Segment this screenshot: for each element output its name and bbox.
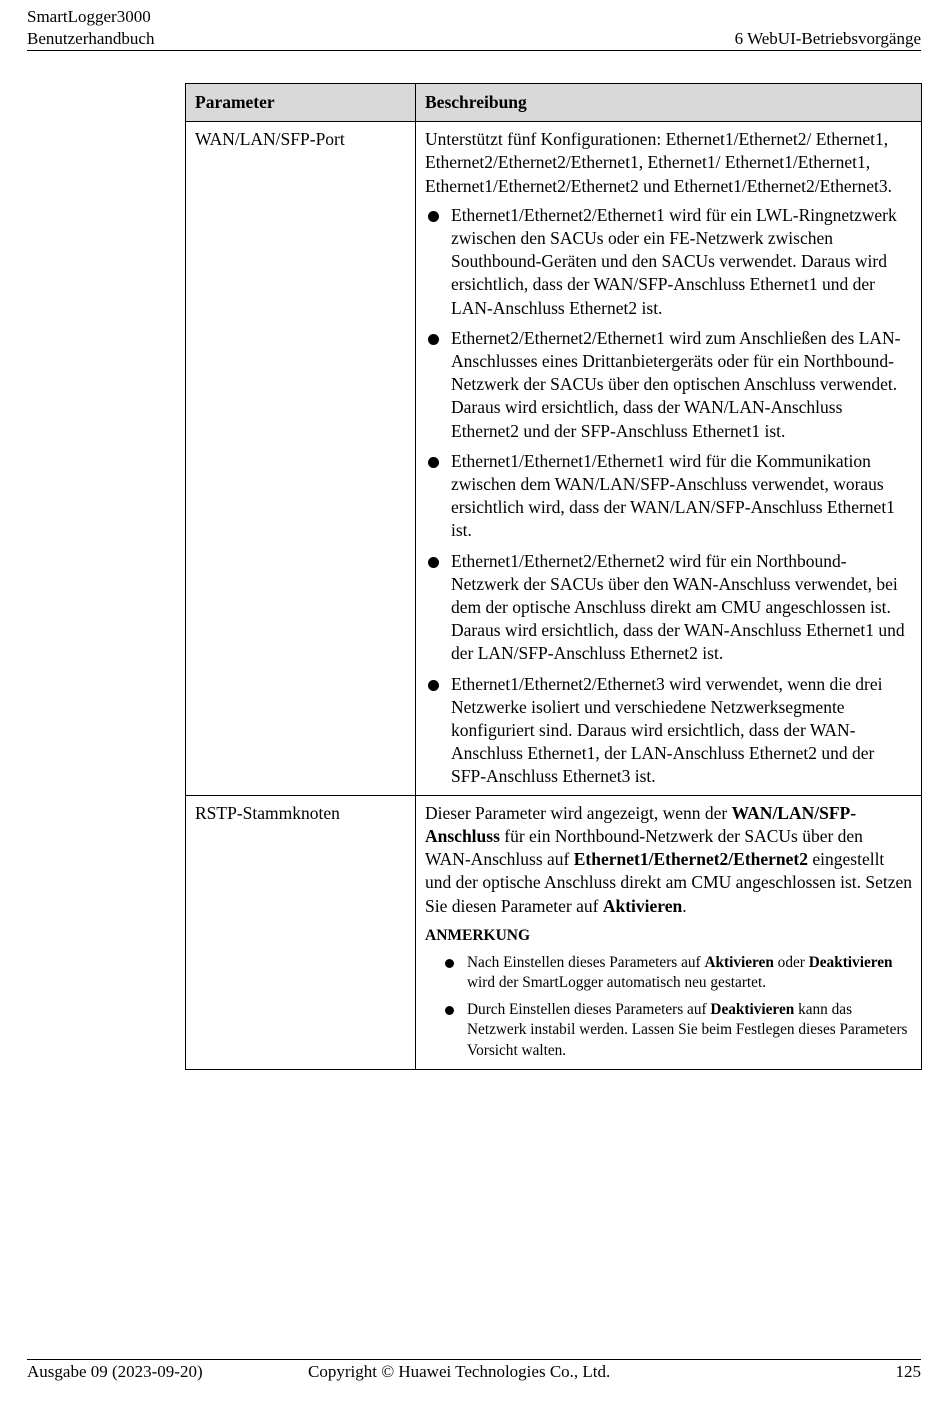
page-header-left xyxy=(27,6,154,50)
manual-name: Benutzerhandbuch xyxy=(27,29,155,48)
table-header-row xyxy=(186,84,922,122)
bold-term: WAN/LAN/SFP-Anschluss xyxy=(425,802,857,846)
bullet-text: Ethernet1/Ethernet2/Ethernet2 wird für ein Northbound-Netzwerk der SACUs über den WAN-Anschluss verwendet, bei dem der optische Anschluss direkt am CMU angeschlossen ist. Daraus wird ersichtlich, dass der WAN-Anschluss Ethernet1 und der LAN/SFP-Anschluss Ethernet2 ist. xyxy=(451,550,905,664)
column-header-description: Beschreibung xyxy=(416,84,922,122)
description-paragraph xyxy=(425,802,912,918)
text-run: Durch Einstellen dieses Parameters auf xyxy=(467,1000,711,1018)
text-run: Nach Einstellen dieses Parameters auf xyxy=(467,953,705,971)
bullet-icon xyxy=(445,1006,454,1015)
bullet-text: Ethernet1/Ethernet2/Ethernet1 wird für ein LWL-Ringnetzwerk zwischen den SACUs oder ein FE-Netzwerk zwischen Southbound-Geräten und den SACUs verwendet. Daraus wird ersichtlich, dass der WAN/SFP-Anschluss Ethernet1 und der LAN-Anschluss Ethernet2 ist. xyxy=(451,204,897,318)
bullet-icon xyxy=(428,680,439,691)
text-run: wird der SmartLogger automatisch neu gestartet. xyxy=(467,974,767,992)
product-name: SmartLogger3000 xyxy=(27,7,151,26)
param-description xyxy=(416,795,922,1070)
text-run: Dieser Parameter wird angezeigt, wenn der xyxy=(425,802,732,823)
text-run: oder xyxy=(773,953,809,971)
note-item xyxy=(425,953,912,994)
page-number: 125 xyxy=(895,1362,921,1381)
bullet-item xyxy=(425,327,912,443)
bullet-item xyxy=(425,673,912,789)
bullet-text: Ethernet2/Ethernet2/Ethernet1 wird zum Anschließen des LAN-Anschlusses eines Drittanbietergeräts oder für ein Northbound-Netzwerk der SACUs über den optischen Anschluss verwendet. Daraus wird ersichtlich, dass der WAN/LAN-Anschluss Ethernet2 und der SFP-Anschluss Ethernet1 ist. xyxy=(451,327,901,441)
edition-info: Ausgabe 09 (2023-09-20) xyxy=(27,1362,203,1381)
bullet-icon xyxy=(428,557,439,568)
bullet-icon xyxy=(428,457,439,468)
table-row xyxy=(186,795,922,1070)
bold-term: Aktivieren xyxy=(602,895,683,916)
chapter-title: 6 WebUI-Betriebsvorgänge xyxy=(734,29,921,48)
bullet-item xyxy=(425,450,912,543)
bold-term: Deaktivieren xyxy=(808,953,893,971)
bullet-item xyxy=(425,204,912,320)
bold-term: Deaktivieren xyxy=(710,1000,795,1018)
bullet-text: Ethernet1/Ethernet2/Ethernet3 wird verwendet, wenn die drei Netzwerke isoliert und verschiedene Netzwerksegmente konfiguriert sind. Daraus wird ersichtlich, dass der WAN-Anschluss Ethernet1, der LAN-Anschluss Ethernet2 und der SFP-Anschluss Ethernet3 ist. xyxy=(451,673,883,787)
column-header-parameter: Parameter xyxy=(186,84,416,122)
note-item xyxy=(425,1000,912,1062)
description-intro: Unterstützt fünf Konfigurationen: Ethernet1/Ethernet2/ Ethernet1, Ethernet2/Ethernet2/Ethernet1, Ethernet1/ Ethernet1/Ethernet1, Ethernet1/Ethernet2/Ethernet2 und Ethernet1/Ethernet2/Ethernet3. xyxy=(425,129,892,196)
bullet-icon xyxy=(428,211,439,222)
text-run: . xyxy=(682,895,687,916)
param-name-wan-lan-sfp-port: WAN/LAN/SFP-Port xyxy=(186,122,416,795)
parameter-table xyxy=(185,83,922,1070)
header-divider xyxy=(27,50,921,51)
bullet-item xyxy=(425,550,912,666)
text-run: kann das Netzwerk instabil werden. Lassen Sie beim Festlegen dieses Parameters Vorsicht walten. xyxy=(467,1000,908,1059)
footer-divider xyxy=(27,1359,921,1360)
param-description xyxy=(416,122,922,795)
note-list xyxy=(425,953,912,1064)
bold-term: Ethernet1/Ethernet2/Ethernet2 xyxy=(573,849,808,870)
copyright-text: Copyright © Huawei Technologies Co., Ltd. xyxy=(308,1362,611,1381)
bullet-icon xyxy=(428,334,439,345)
bullet-icon xyxy=(445,959,454,968)
text-run: für ein Northbound-Netzwerk der SACUs über den WAN-Anschluss auf xyxy=(425,825,863,870)
bold-term: Aktivieren xyxy=(704,953,774,971)
config-bullet-list xyxy=(425,204,912,789)
note-heading: ANMERKUNG xyxy=(425,926,531,944)
bullet-text: Ethernet1/Ethernet1/Ethernet1 wird für die Kommunikation zwischen dem WAN/LAN/SFP-Anschluss verwendet, woraus ersichtlich wird, dass der WAN/LAN/SFP-Anschluss Ethernet1 ist. xyxy=(451,450,895,541)
param-name-rstp-root-node: RSTP-Stammknoten xyxy=(186,795,416,1070)
table-row xyxy=(186,122,922,795)
text-run: eingestellt und der optische Anschluss direkt am CMU angeschlossen ist. Setzen Sie diesen Parameter auf xyxy=(425,849,913,916)
